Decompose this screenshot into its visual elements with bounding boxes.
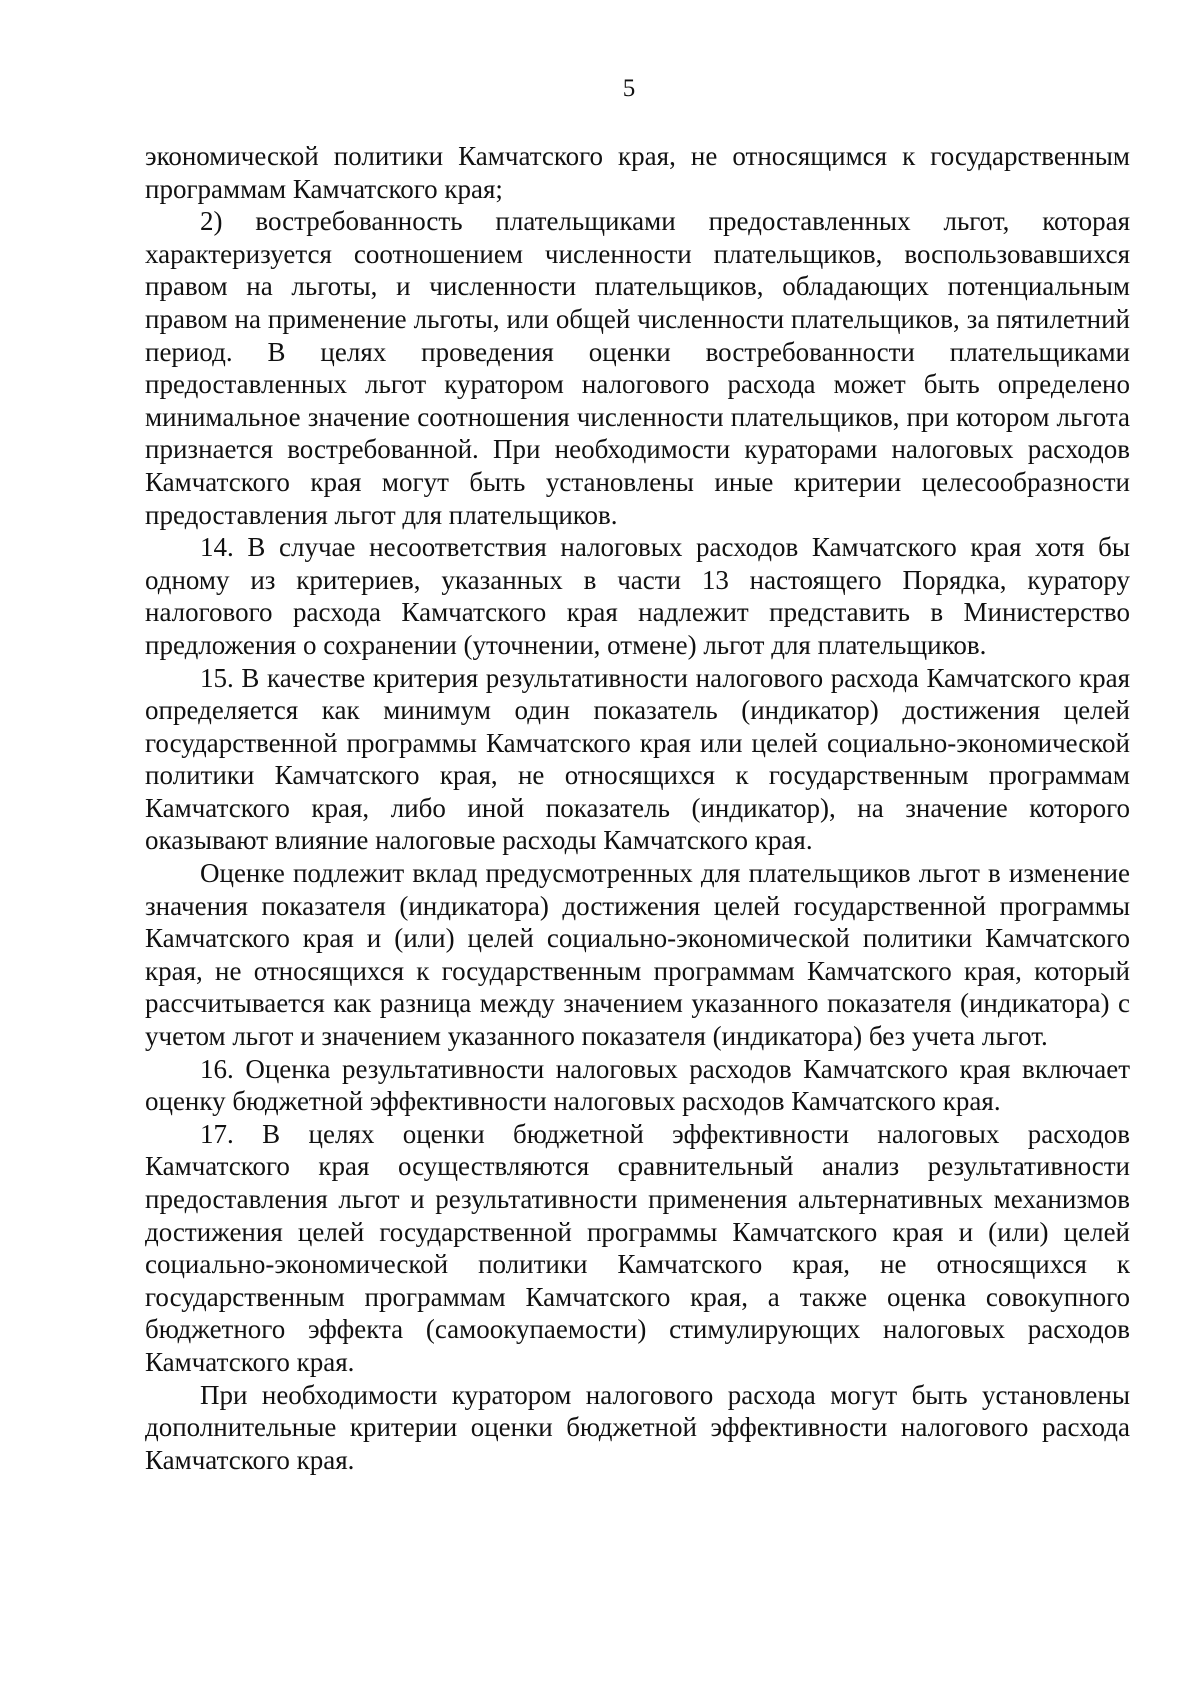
paragraph-evaluation: Оценке подлежит вклад предусмотренных для плательщиков льгот в изменение значения показателя (индикатора) достижения целей государственной программы Камчатского края и (или) целей социально-экономической политики Камчатского края, не относящихся к государственным программам Камчатского края, который рассчитывается как разница между значением указанного показателя (индикатора) с учетом льгот и значением указанного показателя (индикатора) без учета льгот. (145, 858, 1130, 1052)
paragraph-section-16: 16. Оценка результативности налоговых расходов Камчатского края включает оценку бюджетной эффективности налоговых расходов Камчатского края. (145, 1053, 1130, 1117)
paragraph-item-2: 2) востребованность плательщиками предоставленных льгот, которая характеризуется соотношением численности плательщиков, воспользовавшихся правом на льготы, и численности плательщиков, обладающих потенциальным правом на применение льготы, или общей численности плательщиков, за пятилетний период. В целях проведения оценки востребованности плательщиками предоставленных льгот куратором налогового расхода может быть определено минимальное значение соотношения численности плательщиков, при котором льгота признается востребованной. При необходимости кураторами налоговых расходов Камчатского края могут быть установлены иные критерии целесообразности предоставления льгот для плательщиков. (145, 206, 1130, 530)
paragraph-additional-criteria: При необходимости куратором налогового расхода могут быть установлены дополнительные критерии оценки бюджетной эффективности налогового расхода Камчатского края. (145, 1379, 1130, 1475)
paragraph-section-14: 14. В случае несоответствия налоговых расходов Камчатского края хотя бы одному из критериев, указанных в части 13 настоящего Порядка, куратору налогового расхода Камчатского края надлежит представить в Министерство предложения о сохранении (уточнении, отмене) льгот для плательщиков. (145, 532, 1130, 660)
paragraph-section-17: 17. В целях оценки бюджетной эффективности налоговых расходов Камчатского края осуществляются сравнительный анализ результативности предоставления льгот и результативности применения альтернативных механизмов достижения целей государственной программы Камчатского края и (или) целей социально-экономической политики Камчатского края, не относящихся к государственным программам Камчатского края, а также оценка совокупного бюджетного эффекта (самоокупаемости) стимулирующих налоговых расходов Камчатского края. (145, 1118, 1130, 1377)
paragraph-continuation: экономической политики Камчатского края, не относящимся к государственным программам Камчатского края; (145, 141, 1130, 204)
paragraph-section-15: 15. В качестве критерия результативности налогового расхода Камчатского края определяется как минимум один показатель (индикатор) достижения целей государственной программы Камчатского края или целей социально-экономической политики Камчатского края, не относящихся к государственным программам Камчатского края, либо иной показатель (индикатор), на значение которого оказывают влияние налоговые расходы Камчатского края. (145, 662, 1130, 856)
page-number: 5 (622, 75, 636, 102)
document-body (145, 140, 1130, 1476)
